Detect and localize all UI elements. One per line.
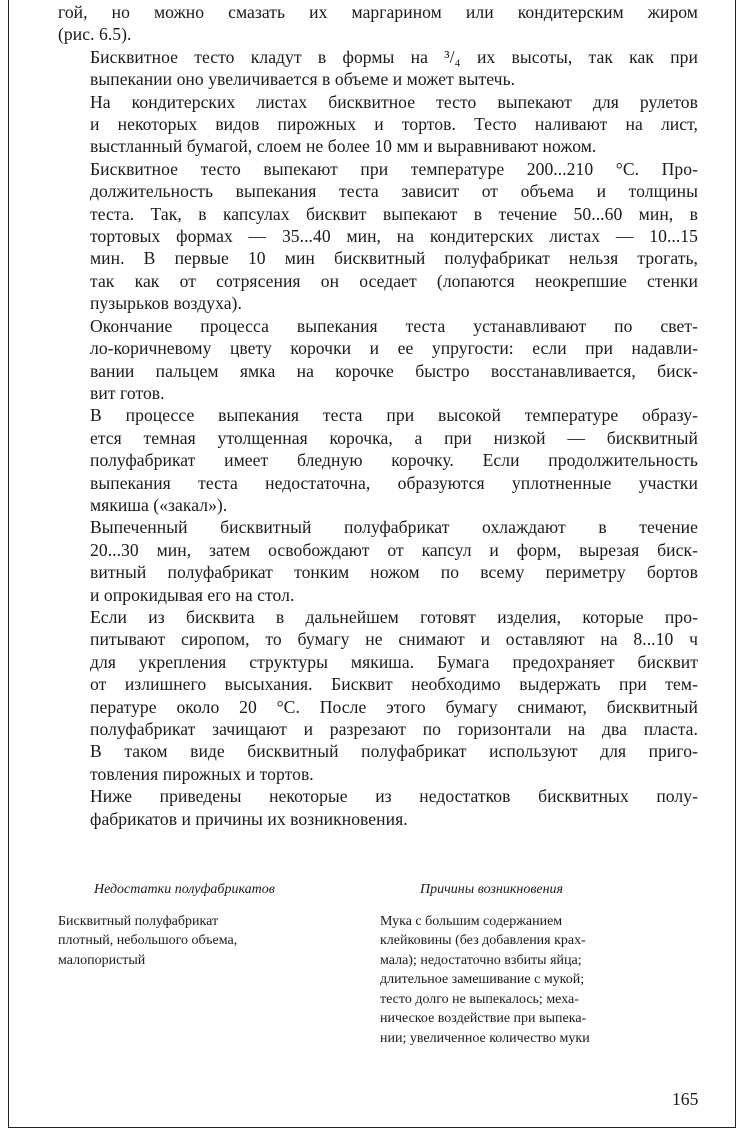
text-line: товления пирожных и тортов. [90, 763, 314, 784]
table-header [58, 880, 698, 900]
table-header-causes: Причины возникновения [420, 882, 564, 897]
text-line: вит готов. [90, 382, 165, 403]
paragraph [58, 404, 698, 516]
text-line: Окончание процесса выпекания теста устанавливают по свет- [90, 315, 698, 336]
cell-line: длительное замешивание с мукой; [380, 972, 585, 987]
text-line: тортовых формах — 35...40 мин, на кондитерских листах — 10...15 [90, 226, 698, 247]
body-text [58, 1, 698, 830]
text-line: мин. В первые 10 мин бисквитный полуфабрикат нельзя трогать, [90, 248, 698, 269]
table-cell-cause [380, 912, 698, 1049]
text-line: Ниже приведены некоторые из недостатков бисквитных полу- [90, 786, 698, 807]
cell-line: малопористый [58, 952, 146, 968]
paragraph [58, 46, 698, 91]
cell-line: Бисквитный полуфабрикат [58, 913, 219, 929]
text-line: Если из бисквита в дальнейшем готовят изделия, которые про- [90, 606, 698, 627]
text-line: 20...30 мин, затем освобождают от капсул и форм, вырезая биск- [90, 539, 698, 560]
text-line: На кондитерских листах бисквитное тесто выпекают для рулетов [90, 91, 698, 112]
cell-line: мала); недостаточно взбиты яйца; [380, 952, 582, 968]
paragraph [58, 315, 698, 405]
paragraph [58, 785, 698, 830]
text-line: ло-коричневому цвету корочки и ее упругости: если при надавли- [90, 338, 698, 359]
table-cell-defect [58, 912, 380, 1049]
text-line: выпекании оно увеличивается в объеме и может вытечь. [90, 69, 516, 90]
text-line: Бисквитное тесто кладут в формы на ³/₄ их высоты, так как при [90, 46, 698, 67]
text-line: Бисквитное тесто выпекают при температуре 200...210 °С. Про- [90, 158, 698, 179]
text-line: Выпеченный бисквитный полуфабрикат охлаждают в течение [90, 517, 698, 538]
text-line: (рис. 6.5). [58, 24, 132, 45]
cell-line: ническое воздействие при выпека- [380, 1011, 587, 1026]
text-line: и некоторых видов пирожных и тортов. Тесто наливают на лист, [90, 114, 698, 135]
paragraph [58, 91, 698, 158]
table-header-defects: Недостатки полуфабрикатов [94, 882, 275, 897]
text-line: витный полуфабрикат тонким ножом по всему периметру бортов [90, 562, 698, 583]
text-line: выпекания теста недостаточна, образуются уплотненные участки [90, 472, 698, 493]
cell-line: плотный, небольшого объема, [58, 933, 238, 948]
paragraph [58, 1, 698, 46]
page-number: 165 [672, 1089, 699, 1109]
text-line: В процессе выпекания теста при высокой температуре образу- [90, 405, 698, 426]
defects-table [58, 880, 698, 1048]
cell-line: Мука с большим содержанием [380, 913, 563, 929]
cell-line: тесто долго не выпекалось; меха- [380, 991, 579, 1007]
text-line: и опрокидывая его на стол. [90, 584, 295, 605]
text-line: гой, но можно смазать их маргарином или кондитерским жиром [58, 2, 698, 22]
paragraph [58, 158, 698, 315]
text-line: для укрепления структуры мякиша. Бумага предохраняет бисквит [90, 651, 698, 672]
text-line: фабрикатов и причины их возникновения. [90, 808, 408, 829]
text-line: мякиша («закал»). [90, 494, 228, 515]
text-line: пературе около 20 °С. После этого бумагу снимают, бисквитный [90, 696, 698, 717]
paragraph [58, 516, 698, 606]
paragraph [58, 606, 698, 785]
text-line: В таком виде бисквитный полуфабрикат используют для приго- [90, 741, 698, 762]
text-line: полуфабрикат зачищают и разрезают по горизонтали на два пласта. [90, 719, 698, 739]
table-row [58, 912, 698, 1049]
text-line: от излишнего высыхания. Бисквит необходимо выдержать при тем- [90, 674, 698, 695]
text-line: вании пальцем ямка на корочке быстро восстанавливается, биск- [90, 360, 698, 381]
text-line: выстланный бумагой, слоем не более 10 мм и выравнивают ножом. [90, 136, 597, 157]
text-line: ется темная утолщенная корочка, а при низкой — бисквитный [90, 427, 698, 448]
cell-line: клейковины (без добавления крах- [380, 933, 586, 948]
text-line: питывают сиропом, то бумагу не снимают и оставляют на 8...10 ч [90, 629, 698, 650]
cell-line: нии; увеличенное количество муки [380, 1030, 590, 1046]
text-line: должительность выпекания теста зависит от объема и толщины [90, 181, 698, 202]
text-line: полуфабрикат имеет бледную корочку. Если продолжительность [90, 450, 698, 471]
text-line: так как от сотрясения он оседает (лопаются неокрепшие стенки [90, 270, 698, 291]
text-line: теста. Так, в капсулах бисквит выпекают в течение 50...60 мин, в [90, 203, 698, 224]
text-line: пузырьков воздуха). [90, 293, 242, 314]
